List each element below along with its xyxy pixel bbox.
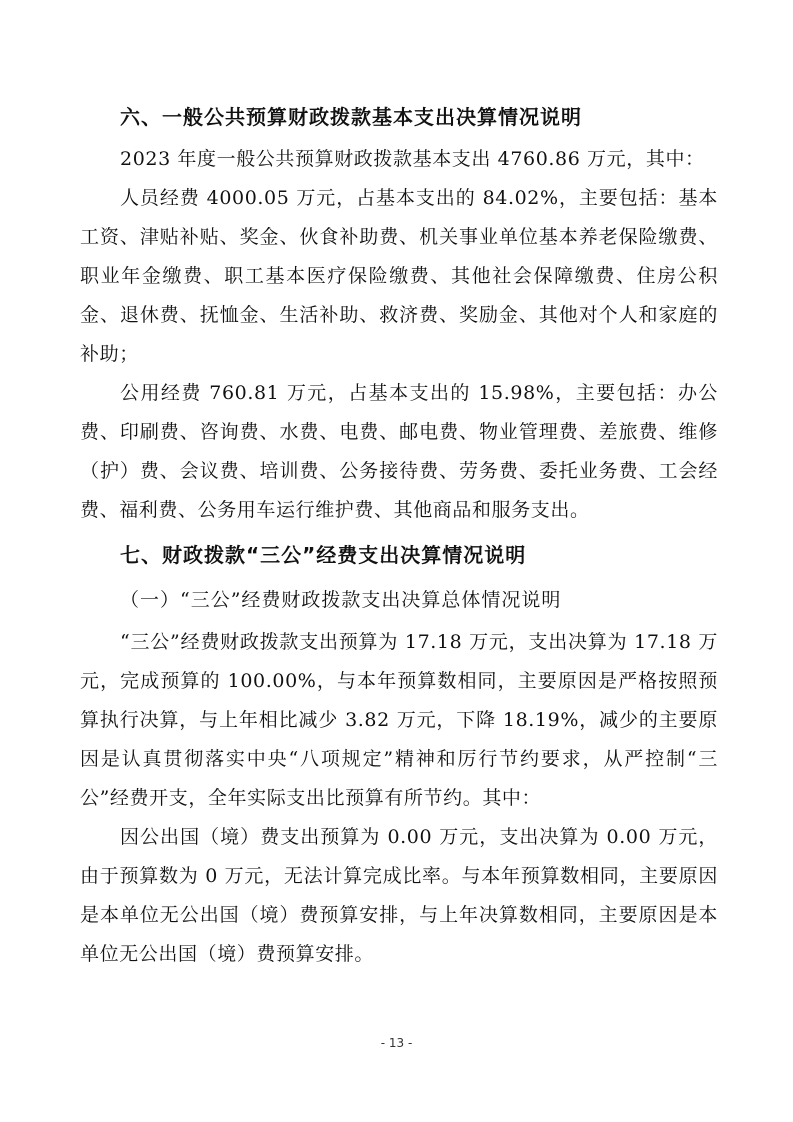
section-6-paragraph-total: 2023 年度一般公共预算财政拨款基本支出 4760.86 万元，其中： [120,148,705,170]
section-7-paragraph-overview: “三公”经费财政拨款支出预算为 17.18 万元，支出决算为 17.18 万元，完成预算的 100.00%，与本年预算数相同，主要原因是严格按照预算执行决算，与上年相比减少 3.82 万元，下降 18.19%，减少的主要原因是认真贯彻落实中央“八项规定”精神和厉行节约要求，从严控制“三公”经费开支，全年实际支出比预算有所节约。其中： [80,631,718,809]
section-7-subheading: （一）“三公”经费财政拨款支出决算总体情况说明 [120,589,562,611]
section-6-heading: 六、一般公共预算财政拨款基本支出决算情况说明 [120,105,582,129]
section-6-paragraph-personnel: 人员经费 4000.05 万元，占基本支出的 84.02%，主要包括：基本工资、津贴补贴、奖金、伙食补助费、机关事业单位基本养老保险缴费、职业年金缴费、职工基本医疗保险缴费、其他社会保障缴费、住房公积金、退休费、抚恤金、生活补助、救济费、奖励金、其他对个人和家庭的补助； [80,187,718,365]
page-number: - 13 - [380,1036,413,1050]
section-7-paragraph-overseas: 因公出国（境）费支出预算为 0.00 万元，支出决算为 0.00 万元，由于预算数为 0 万元，无法计算完成比率。与本年预算数相同，主要原因是本单位无公出国（境）费预算安排，与上年决算数相同，主要原因是本单位无公出国（境）费预算安排。 [80,826,718,965]
section-7-heading: 七、财政拨款“三公”经费支出决算情况说明 [120,543,527,567]
section-6-paragraph-public: 公用经费 760.81 万元，占基本支出的 15.98%，主要包括：办公费、印刷费、咨询费、水费、电费、邮电费、物业管理费、差旅费、维修（护）费、会议费、培训费、公务接待费、劳务费、委托业务费、工会经费、福利费、公务用车运行维护费、其他商品和服务支出。 [80,382,718,521]
document-body [80,95,718,974]
